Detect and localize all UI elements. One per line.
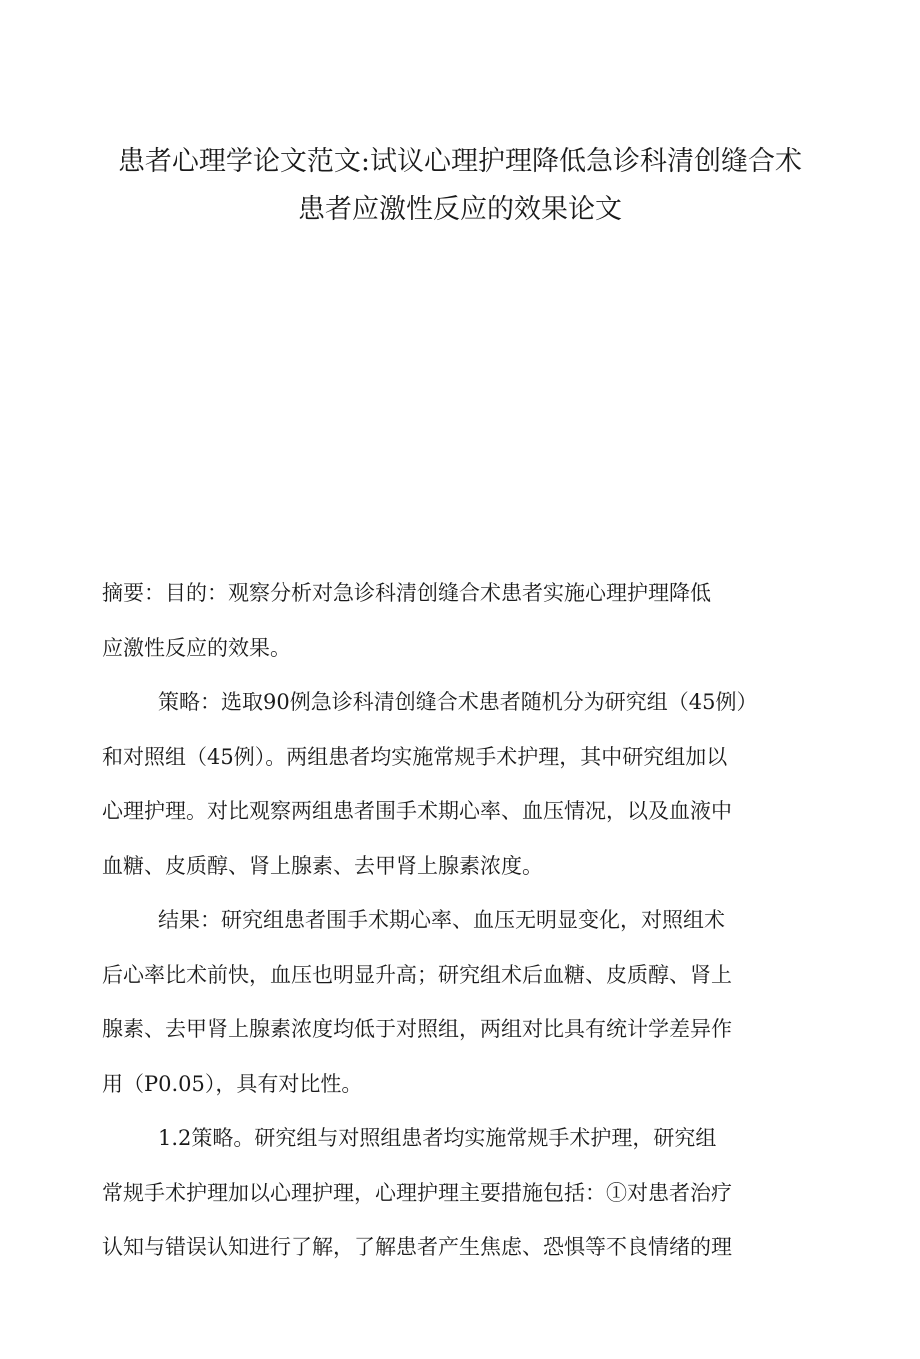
text-line: 策略：选取90例急诊科清创缝合术患者随机分为研究组（45例）: [158, 690, 758, 714]
text-line: 应激性反应的效果。: [102, 635, 291, 660]
result-paragraph: [102, 893, 792, 1111]
title-line-1: 患者心理学论文范文:试议心理护理降低急诊科清创缝合术: [117, 146, 803, 177]
text-line: 摘要：目的：观察分析对急诊科清创缝合术患者实施心理护理降低: [102, 581, 711, 605]
text-line: 用（P0.05），具有对比性。: [102, 1071, 363, 1096]
title-line-2: 患者应激性反应的效果论文: [298, 194, 622, 225]
text-line: 结果：研究组患者围手术期心率、血压无明显变化，对照组术: [158, 908, 725, 932]
document-body: [102, 566, 792, 1275]
text-line: 心理护理。对比观察两组患者围手术期心率、血压情况，以及血液中: [102, 799, 732, 823]
document-title: [100, 138, 820, 234]
strategy-paragraph: [102, 1111, 792, 1275]
text-line: 和对照组（45例）。两组患者均实施常规手术护理，其中研究组加以: [102, 744, 728, 769]
text-line: 腺素、去甲肾上腺素浓度均低于对照组，两组对比具有统计学差异作: [102, 1017, 732, 1041]
text-line: 常规手术护理加以心理护理，心理护理主要措施包括：①对患者治疗: [102, 1180, 732, 1205]
abstract-paragraph: [102, 566, 792, 675]
text-line: 认知与错误认知进行了解，了解患者产生焦虑、恐惧等不良情绪的理: [102, 1235, 732, 1259]
method-paragraph: [102, 675, 792, 893]
text-line: 后心率比术前快，血压也明显升高；研究组术后血糖、皮质醇、肾上: [102, 962, 732, 987]
text-line: 血糖、皮质醇、肾上腺素、去甲肾上腺素浓度。: [102, 853, 543, 878]
text-line: 1.2策略。研究组与对照组患者均实施常规手术护理，研究组: [158, 1126, 717, 1150]
